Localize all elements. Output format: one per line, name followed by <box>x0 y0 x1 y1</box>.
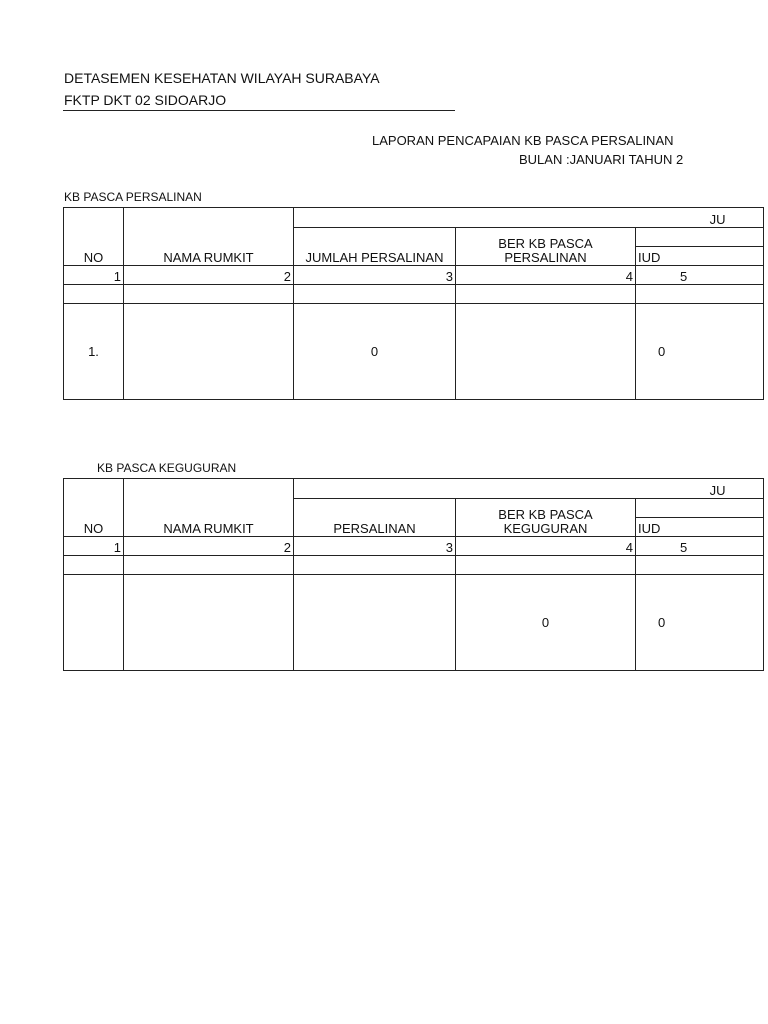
col-number-5: 5 <box>636 266 764 285</box>
blank-cell <box>124 285 294 304</box>
table-kb-pasca-keguguran <box>63 478 764 671</box>
org-name: DETASEMEN KESEHATAN WILAYAH SURABAYA <box>64 70 380 86</box>
blank-cell <box>636 285 764 304</box>
row-iud: 0 <box>636 575 764 671</box>
row-no: 1. <box>64 304 124 400</box>
col-number-1: 1 <box>64 266 124 285</box>
blank-cell <box>456 285 636 304</box>
col-number-4: 4 <box>456 537 636 556</box>
header-no: NO <box>64 208 124 266</box>
col-number-5: 5 <box>636 537 764 556</box>
row-no <box>64 575 124 671</box>
col-number-3: 3 <box>294 266 456 285</box>
header-jumlah-persalinan: JUMLAH PERSALINAN <box>294 228 456 266</box>
header-group: JU <box>294 479 764 499</box>
header-no: NO <box>64 479 124 537</box>
header-sub-blank <box>636 228 764 247</box>
col-number-1: 1 <box>64 537 124 556</box>
row-iud: 0 <box>636 304 764 400</box>
header-sub-blank <box>636 499 764 518</box>
table-row <box>64 575 764 671</box>
col-number-4: 4 <box>456 266 636 285</box>
blank-cell <box>294 556 456 575</box>
col-number-3: 3 <box>294 537 456 556</box>
report-period: BULAN :JANUARI TAHUN 2 <box>519 152 684 167</box>
row-nama-rumkit <box>124 304 294 400</box>
row-jumlah-persalinan: 0 <box>294 304 456 400</box>
table-row <box>64 304 764 400</box>
blank-cell <box>124 556 294 575</box>
blank-cell <box>294 285 456 304</box>
blank-cell <box>64 556 124 575</box>
row-ber-kb-pasca <box>456 304 636 400</box>
header-group: JU <box>294 208 764 228</box>
blank-cell <box>456 556 636 575</box>
header-underline <box>63 110 455 111</box>
header-persalinan: PERSALINAN <box>294 499 456 537</box>
blank-cell <box>636 556 764 575</box>
facility-name: FKTP DKT 02 SIDOARJO <box>64 92 227 108</box>
report-title: LAPORAN PENCAPAIAN KB PASCA PERSALINAN <box>372 133 674 148</box>
header-nama-rumkit: NAMA RUMKIT <box>124 208 294 266</box>
blank-cell <box>64 285 124 304</box>
row-persalinan <box>294 575 456 671</box>
header-iud: IUD <box>636 518 764 537</box>
header-ber-kb-pasca: BER KB PASCA KEGUGURAN <box>456 499 636 537</box>
header-nama-rumkit: NAMA RUMKIT <box>124 479 294 537</box>
col-number-2: 2 <box>124 537 294 556</box>
section-label-keguguran: KB PASCA KEGUGURAN <box>97 461 237 475</box>
header-ber-kb-pasca: BER KB PASCA PERSALINAN <box>456 228 636 266</box>
table-kb-pasca-persalinan <box>63 207 764 400</box>
row-ber-kb-pasca: 0 <box>456 575 636 671</box>
header-iud: IUD <box>636 247 764 266</box>
col-number-2: 2 <box>124 266 294 285</box>
section-label-persalinan: KB PASCA PERSALINAN <box>64 190 202 204</box>
row-nama-rumkit <box>124 575 294 671</box>
